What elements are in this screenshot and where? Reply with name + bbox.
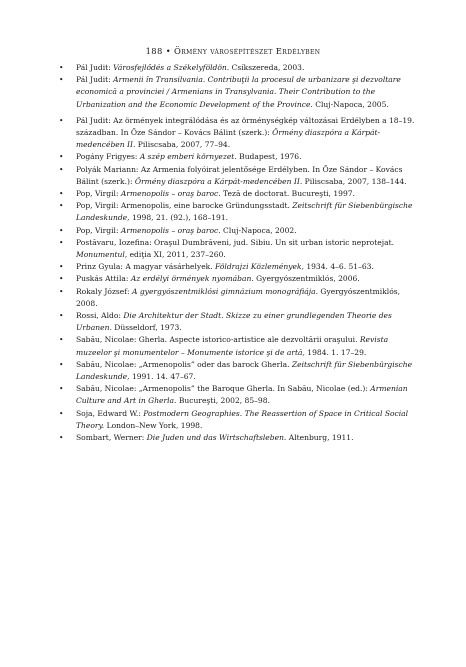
entry-title-italic: Zeitschrift für Siebenbürgische Landeskunde,	[76, 359, 413, 382]
entry-title-italic: Földrajzi Közlemények,	[215, 262, 304, 272]
entry-title-italic: Zeitschrift für Siebenbürgische Landeskunde,	[76, 201, 413, 223]
entry-text: Sabău, Nicolae: „Armenopolis” oder das barock Gherla.	[76, 359, 292, 369]
entry-text: 1984. 1. 17–29.	[304, 347, 367, 357]
bullet-marker: •	[59, 274, 64, 284]
entry-title-italic: Armenopolis – oraş baroc.	[120, 189, 221, 199]
bullet-marker: •	[59, 225, 64, 235]
bullet-marker: •	[59, 384, 64, 394]
entry-text: Teză de doctorat. Bucureşti, 1997.	[220, 189, 355, 199]
entry-title-italic: Die Juden und das Wirtschaftsleben.	[146, 433, 287, 443]
bibliography-entry	[59, 225, 415, 237]
entry-text: Gyergyószentmiklós, 2008.	[76, 286, 401, 308]
entry-title-italic: Revista muzeelor şi monumentelor – Monumente istorice şi de artă,	[76, 335, 389, 357]
bibliography-entry	[59, 62, 415, 74]
entry-title-italic: Örmény diaszpóra a Kárpát-medencében II.	[76, 128, 381, 150]
running-head	[60, 46, 406, 56]
entry-text: Prinz Gyula: A magyar vásárhelyek.	[76, 262, 216, 272]
entry-text: Postăvaru, Iozefina: Oraşul Dumbrăveni, jud. Sibiu. Un sit urban istoric neprotejat.	[76, 237, 395, 247]
bibliography-entry	[59, 408, 415, 432]
entry-text: 1998, 21. (92.), 168–191.	[129, 213, 229, 223]
entry-title-italic: Postmodern Geographies. The Reassertion of Space in Critical Social Theory.	[76, 408, 409, 430]
entry-text: Pál Judit:	[76, 75, 114, 85]
entry-title-italic: Armenopolis – oraş baroc.	[120, 225, 221, 235]
bullet-marker: •	[59, 152, 64, 162]
bibliography-entry	[59, 151, 415, 163]
entry-text: Csíkszereda, 2003.	[229, 63, 305, 72]
entry-text: Budapest, 1976.	[236, 152, 302, 162]
bullet-marker: •	[59, 408, 64, 418]
bullet-marker: •	[59, 115, 64, 125]
entry-text: Sabău, Nicolae: „Armenopolis” the Baroque Gherla. In Sabău, Nicolae (ed.):	[76, 384, 371, 394]
bullet-marker: •	[59, 286, 64, 296]
bibliography-entry	[59, 237, 415, 261]
entry-text: 1991. 14. 47–67.	[129, 372, 196, 382]
entry-text: Pál Judit: Az örmények integrálódása és az örménységkép változásai Erdélyben a 18–19. században. In Őze Sándor – Kovács Bálint (szerk.):	[76, 115, 415, 138]
bullet-marker: •	[59, 433, 64, 443]
bibliography-entry	[59, 273, 415, 285]
entry-text: Bucureşti, 2002, 85–98.	[176, 396, 270, 406]
bullet-marker: •	[59, 237, 64, 247]
bullet-marker: •	[59, 63, 64, 72]
bibliography-entry	[59, 334, 415, 358]
bibliography-entry	[59, 432, 415, 444]
bibliography-entry	[59, 310, 415, 334]
entry-title-italic: Örmény diaszpóra a Kárpát-medencében II.	[134, 176, 303, 186]
entry-title-italic: Armenian Culture and Art in Gherla.	[76, 384, 408, 406]
entry-text: Piliscsaba, 2007, 138–144.	[302, 176, 407, 186]
bibliography-list	[0, 62, 466, 444]
bibliography-entry	[59, 359, 415, 383]
bibliography-entry	[59, 115, 415, 152]
entry-text: Pop, Virgil: Armenopolis, eine barocke Gründungsstadt.	[76, 201, 293, 211]
bibliography-entry	[59, 188, 415, 200]
entry-text: Cluj-Napoca, 2005.	[312, 99, 389, 109]
entry-title-italic: Armenii în Transilvania. Contribuţii la procesul de urbanizare şi dezvoltare economică a provinciei / Armenians in Transylvania. Their Contribution to the Urbanization and the Economic Development of the Province.	[76, 75, 401, 109]
bibliography-entry	[59, 286, 415, 310]
entry-text: Rokaly József:	[76, 286, 132, 296]
bullet-marker: •	[59, 201, 64, 211]
bullet-marker: •	[59, 262, 64, 272]
entry-text: ediţia XI, 2011, 237–260.	[127, 250, 226, 260]
bullet-marker: •	[59, 164, 64, 174]
entry-title-italic: Az erdélyi örmények nyomában.	[130, 274, 254, 284]
running-title: Örmény városépítészet Erdélyben	[174, 46, 321, 56]
page-number: 188	[145, 46, 163, 56]
entry-text: Rossi, Aldo:	[76, 311, 124, 321]
entry-text: Piliscsaba, 2007, 77–94.	[135, 140, 231, 150]
entry-title-italic: A szép emberi környezet.	[139, 152, 237, 162]
bibliography-entry	[59, 74, 415, 111]
entry-text: Pogány Frigyes:	[76, 152, 140, 162]
entry-text: Sombart, Werner:	[76, 433, 147, 443]
entry-text: Altenburg, 1911.	[286, 433, 354, 443]
bullet-marker: •	[59, 75, 64, 85]
entry-text: Puskás Attila:	[76, 274, 131, 284]
bullet-marker: •	[59, 189, 64, 199]
bibliography-entry	[59, 164, 415, 188]
entry-text: Polyák Mariann: Az Armenia folyóirat jelentősége Erdélyben. In Őze Sándor – Kovács Bálint (szerk.):	[76, 164, 403, 186]
entry-text: Soja, Edward W.:	[76, 408, 144, 418]
bibliography-entry	[59, 383, 415, 407]
bullet-marker: •	[59, 311, 64, 321]
entry-text: Pop, Virgil:	[76, 225, 121, 235]
entry-text: Gyergyószentmiklós, 2006.	[253, 274, 360, 284]
bullet-marker: •	[59, 359, 64, 369]
entry-title-italic: Városfejlődés a Székelyföldön.	[113, 63, 230, 72]
entry-title-italic: Die Architektur der Stadt. Skizze zu einer grundlegenden Theorie des Urbanen.	[76, 311, 392, 333]
entry-title-italic: Monumentul,	[76, 250, 128, 260]
entry-text: London–New York, 1998.	[104, 420, 203, 430]
entry-text: Pál Judit:	[76, 63, 114, 72]
entry-text: 1934. 4–6. 51–63.	[303, 262, 374, 272]
entry-text: Pop, Virgil:	[76, 189, 121, 199]
entry-text: Cluj-Napoca, 2002.	[220, 225, 297, 235]
bibliography-entry	[59, 261, 415, 273]
bullet-marker: •	[59, 335, 64, 345]
bibliography-entry	[59, 200, 415, 224]
header-separator: •	[165, 46, 171, 56]
entry-text: Düsseldorf, 1973.	[111, 323, 182, 333]
entry-title-italic: A gyergyószentmiklósi gimnázium monográfiája.	[132, 286, 319, 296]
entry-text: Sabău, Nicolae: Gherla. Aspecte istorico-artistice ale dezvoltării oraşului.	[76, 335, 360, 345]
